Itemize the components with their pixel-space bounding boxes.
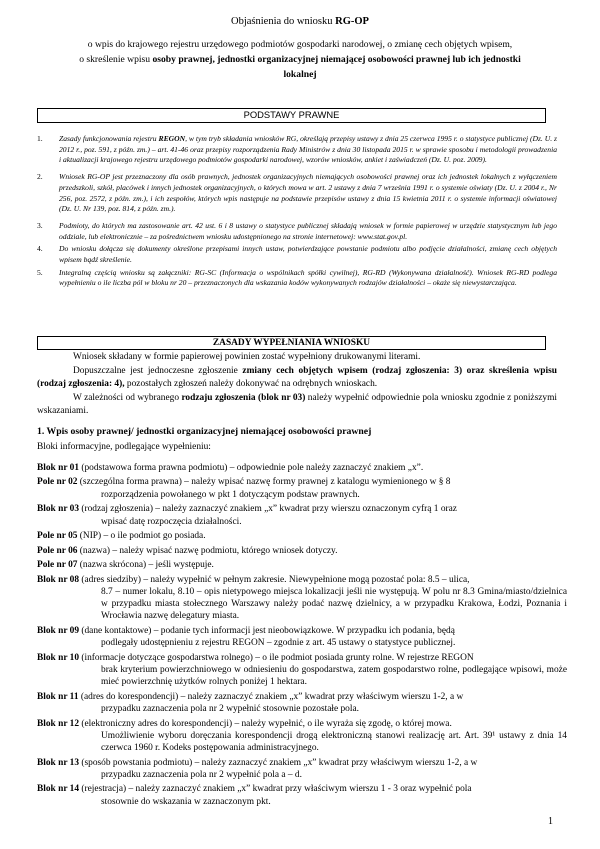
- rules-paragraph-2: [37, 365, 557, 392]
- block-entry: [37, 462, 567, 474]
- item-number: 1.: [37, 134, 43, 143]
- legal-basis-item: [37, 268, 557, 289]
- block-id: Blok nr 10: [37, 652, 80, 663]
- rules-paragraph-1: Wniosek składany w formie papierowej powinien zostać wypełniony drukowanymi literami.: [73, 352, 421, 362]
- block-entry: [37, 503, 567, 528]
- title-form-code: RG-OP: [335, 16, 369, 27]
- intro-line-3-bold: lokalnej: [283, 69, 317, 80]
- block-entry-line: [37, 476, 567, 488]
- block-continuation: przypadku zaznaczenia pola nr 2 wypełnić stosownie pozostałe pola.: [101, 704, 359, 715]
- block-id: Pole nr 02: [37, 477, 78, 488]
- item-number: 2.: [37, 172, 43, 182]
- block-text: (sposób powstania podmiotu) – należy zaznaczyć znakiem „x” kwadrat przy właściwym wierszu 1-2, a w: [79, 757, 478, 768]
- block-text: (szczególna forma prawna) – należy wpisać nazwę formy prawnej z katalogu wymienionego w § 8: [77, 477, 451, 488]
- block-text: (rejestracja) – należy zaznaczyć znakiem „x” kwadrat przy właściwym wierszu 1 - 3 oraz wypełnić pola: [79, 784, 472, 795]
- filling-rules: [37, 351, 557, 419]
- block-entry: [37, 691, 567, 716]
- item-text: Integralną częścią wniosku są załączniki: RG-SC (Informacja o wspólnikach spółki cywilnej), RG-RD (Wykonywana działalność). Wniosek RG-RD podlega wypełnieniu o ile liczba pól w bloku nr 20 – przeznaczonych dla wskazania kodów wykonywanych rodzajów działalności – okaże się niewystarczająca.: [59, 267, 557, 288]
- block-id: Blok nr 12: [37, 718, 80, 729]
- block-entry: [37, 718, 567, 755]
- block-entry-line: [37, 757, 567, 769]
- legal-basis-item: [37, 134, 557, 166]
- block-id: Blok nr 01: [37, 463, 80, 473]
- item-text: Zasady funkcjonowania rejestru: [59, 134, 159, 143]
- intro-line-2-normal: o skreślenie wpisu: [79, 54, 153, 65]
- block-id: Blok nr 08: [37, 574, 80, 585]
- block-text: (podstawowa forma prawna podmiotu) – odpowiednie pole należy zaznaczyć znakiem „x”.: [79, 463, 424, 473]
- block-id: Blok nr 11: [37, 691, 79, 702]
- block-continuation: Umożliwienie wyboru doręczania korespondencji drogą elektroniczną stanowi realizację art. Art. 39¹ ustawy z dnia 14 czerwca 1960 r. Kodeks postępowania administracyjnego.: [101, 730, 567, 754]
- block-id: Blok nr 03: [37, 504, 80, 515]
- block-id: Pole nr 05: [37, 531, 78, 542]
- block-continuation: 8.7 – numer lokalu, 8.10 – opis nietypowego miejsca lokalizacji jeśli nie występują. W polu nr 8.3 Gmina/miasto/dzielnica w przypadku miasta stołecznego Warszawy należy podać nazwę dzielnicy, a w przypadku Krakowa, Łodzi, Poznania i Wrocławia nazwę delegatury miasta.: [101, 586, 567, 622]
- block-entry-line: [37, 574, 567, 586]
- intro-line-3: [30, 67, 570, 82]
- block-entry: [37, 559, 567, 571]
- block-text: (adres siedziby) – należy wypełnić w pełnym zakresie. Niewypełnione mogą pozostać pola: 8.5 – ulica,: [79, 574, 470, 585]
- block-continuation: stosownie do wskazania w zaznaczonym pkt.: [101, 796, 271, 807]
- block-entry: [37, 625, 567, 650]
- item-number: 4.: [37, 244, 43, 254]
- block-continuation: wpisać datę rozpoczęcia działalności.: [101, 516, 242, 527]
- rules-paragraph-3: [37, 392, 557, 419]
- block-entry-line: [37, 503, 567, 515]
- section-1-subheading: Bloki informacyjne, podlegające wypełnieniu:: [37, 442, 211, 452]
- legal-basis-list: [37, 134, 557, 289]
- rules-p2-a: Dopuszczalne jest jednoczesne zgłoszenie: [73, 365, 243, 376]
- rules-p2-c: pozostałych zgłoszeń należy dokonywać na odrębnych wnioskach.: [124, 379, 378, 390]
- item-number: 3.: [37, 220, 43, 230]
- intro-line-2: [30, 52, 570, 67]
- block-entry: [37, 783, 567, 808]
- legal-basis-item: [37, 244, 557, 265]
- block-entry-line: [37, 691, 567, 703]
- legal-basis-item: [37, 172, 557, 215]
- document-title: [0, 16, 600, 27]
- block-entry-line: [37, 462, 567, 474]
- document-intro: [30, 37, 570, 82]
- section-heading-podstawy: PODSTAWY PRAWNE: [37, 108, 546, 123]
- block-entry-line: [37, 783, 567, 795]
- legal-basis-item: [37, 221, 557, 242]
- intro-line-2-bold: osoby prawnej, jednostki organizacyjnej niemającej osobowości prawnej lub ich jednostki: [152, 54, 521, 65]
- item-text: Wniosek RG-OP jest przeznaczony dla osób prawnych, jednostek organizacyjnych niemających osobowości prawnej oraz ich jednostek lokalnych z wyłączeniem przedszkoli, szkół, placówek i innych jednostek organizacyjnych, o których mowa w art. 2 ustawy z dnia 7 września 1991 r. o systemie oświaty (Dz. U. z 2004 r., Nr 256, poz. 2572, z późn. zm.), i ich zespołów, których wpis następuje na podstawie przepisów ustawy z dnia 15 kwietnia 2011 r. o systemie informacji oświatowej (Dz. U. Nr 139, poz. 814, z późn. zm.).: [59, 172, 557, 214]
- block-text: (elektroniczny adres do korespondencji) – należy wypełnić, o ile wyraża się zgodę, o której mowa.: [79, 718, 452, 729]
- block-entry: [37, 530, 567, 542]
- block-entry: [37, 652, 567, 689]
- blocks-list: [37, 462, 567, 810]
- block-entry: [37, 545, 567, 557]
- intro-line-1: o wpis do krajowego rejestru urzędowego podmiotów gospodarki narodowej, o zmianę cech objętych wpisem,: [87, 39, 513, 50]
- item-text: Do wniosku dołącza się dokumenty określone przepisami innych ustaw, potwierdzające powstanie podmiotu albo podjęcie działalności, zmianę cech objętych wpisem bądź skreślenie.: [59, 244, 557, 265]
- block-entry: [37, 574, 567, 623]
- block-text: (adres do korespondencji) – należy zaznaczyć znakiem „x” kwadrat przy właściwym wierszu 1-2, a w: [78, 691, 464, 702]
- item-number: 5.: [37, 267, 43, 277]
- block-continuation: brak kryterium powierzchniowego w odniesieniu do gospodarstwa, zatem gospodarstwo rolne, podlegające wpisowi, może mieć powierzchnię użytków rolnych poniżej 1 hektara.: [101, 664, 567, 688]
- item-text: Podmioty, do których ma zastosowanie art. 42 ust. 6 i 8 ustawy o statystyce publicznej składają wniosek w formie papierowej w urzędzie statystycznym lub jego oddziale, lub elektronicznie – za pośrednictwem wniosku udostępnionego na stronie internetowej: www.stat.gov.pl.: [59, 220, 557, 241]
- block-text: (NIP) – o ile podmiot go posiada.: [77, 531, 206, 542]
- block-continuation: rozporządzenia powołanego w pkt 1 dotyczącym podstaw prawnych.: [101, 489, 360, 500]
- block-entry-line: [37, 718, 567, 730]
- rules-p3-c: należy wypełnić odpowiednie pola wniosku zgodnie z poniższymi wskazaniami.: [37, 392, 557, 417]
- block-entry-line: [37, 559, 567, 571]
- block-text: (nazwa) – należy wpisać nazwę podmiotu, którego wniosek dotyczy.: [77, 545, 338, 556]
- block-continuation: przypadku zaznaczenia pola nr 2 wypełnić pola a – d.: [101, 769, 302, 780]
- block-text: (dane kontaktowe) – podanie tych informacji jest nieobowiązkowe. W przypadku ich podania, będą: [79, 625, 455, 636]
- page-number: 1: [548, 816, 553, 827]
- block-entry: [37, 476, 567, 501]
- rules-p2-b: zmiany cech objętych wpisem (rodzaj zgłoszenia: 3) oraz skreślenia wpisu (rodzaj zgłoszenia: 4),: [37, 365, 557, 390]
- block-entry-line: [37, 625, 567, 637]
- rules-p3-b: rodzaju zgłoszenia (blok nr 03): [181, 392, 306, 403]
- block-id: Pole nr 07: [37, 560, 78, 571]
- block-text: (nazwa skrócona) – jeśli występuje.: [77, 560, 214, 571]
- section-1-heading: 1. Wpis osoby prawnej/ jednostki organizacyjnej niemającej osobowości prawnej: [37, 426, 372, 437]
- block-entry: [37, 757, 567, 782]
- block-text: (informacje dotyczące gospodarstwa rolnego) – o ile podmiot posiada grunty rolne. W rejestrze REGON: [79, 652, 474, 663]
- title-prefix: Objaśnienia do wniosku: [231, 16, 336, 27]
- block-text: (rodzaj zgłoszenia) – należy zaznaczyć znakiem „x” kwadrat przy wierszu oznaczonym cyfrą 1 oraz: [79, 504, 457, 515]
- block-entry-line: [37, 652, 567, 664]
- block-id: Blok nr 14: [37, 784, 80, 795]
- block-entry-line: [37, 545, 567, 557]
- block-id: Blok nr 13: [37, 757, 80, 768]
- block-entry-line: [37, 530, 567, 542]
- rules-p3-a: W zależności od wybranego: [73, 392, 182, 403]
- item-text-bold: REGON: [158, 134, 186, 143]
- block-id: Pole nr 06: [37, 545, 78, 556]
- section-heading-zasady: ZASADY WYPEŁNIANIA WNIOSKU: [37, 336, 546, 350]
- item-text-tail: , w tym tryb składania wniosków RG, określają przepisy ustawy z dnia 25 czerwca 1995 r. o statystyce publicznej (Dz. U. z 2012 r., poz. 591, z późn. zm.) – art. 41-46 oraz przepisy rozporządzenia Rady Ministrów z dnia 30 listopada 2015 r. w sprawie sposobu i metodologii prowadzenia i aktualizacji krajowego rejestru urzędowego podmiotów gospodarki narodowej, wzorów wniosków, ankiet i zaświadczeń (Dz. U. poz. 2009).: [59, 134, 557, 165]
- block-continuation: podlegały udostępnieniu z rejestru REGON – zgodnie z art. 45 ustawy o statystyce publicznej.: [101, 638, 456, 649]
- block-id: Blok nr 09: [37, 625, 80, 636]
